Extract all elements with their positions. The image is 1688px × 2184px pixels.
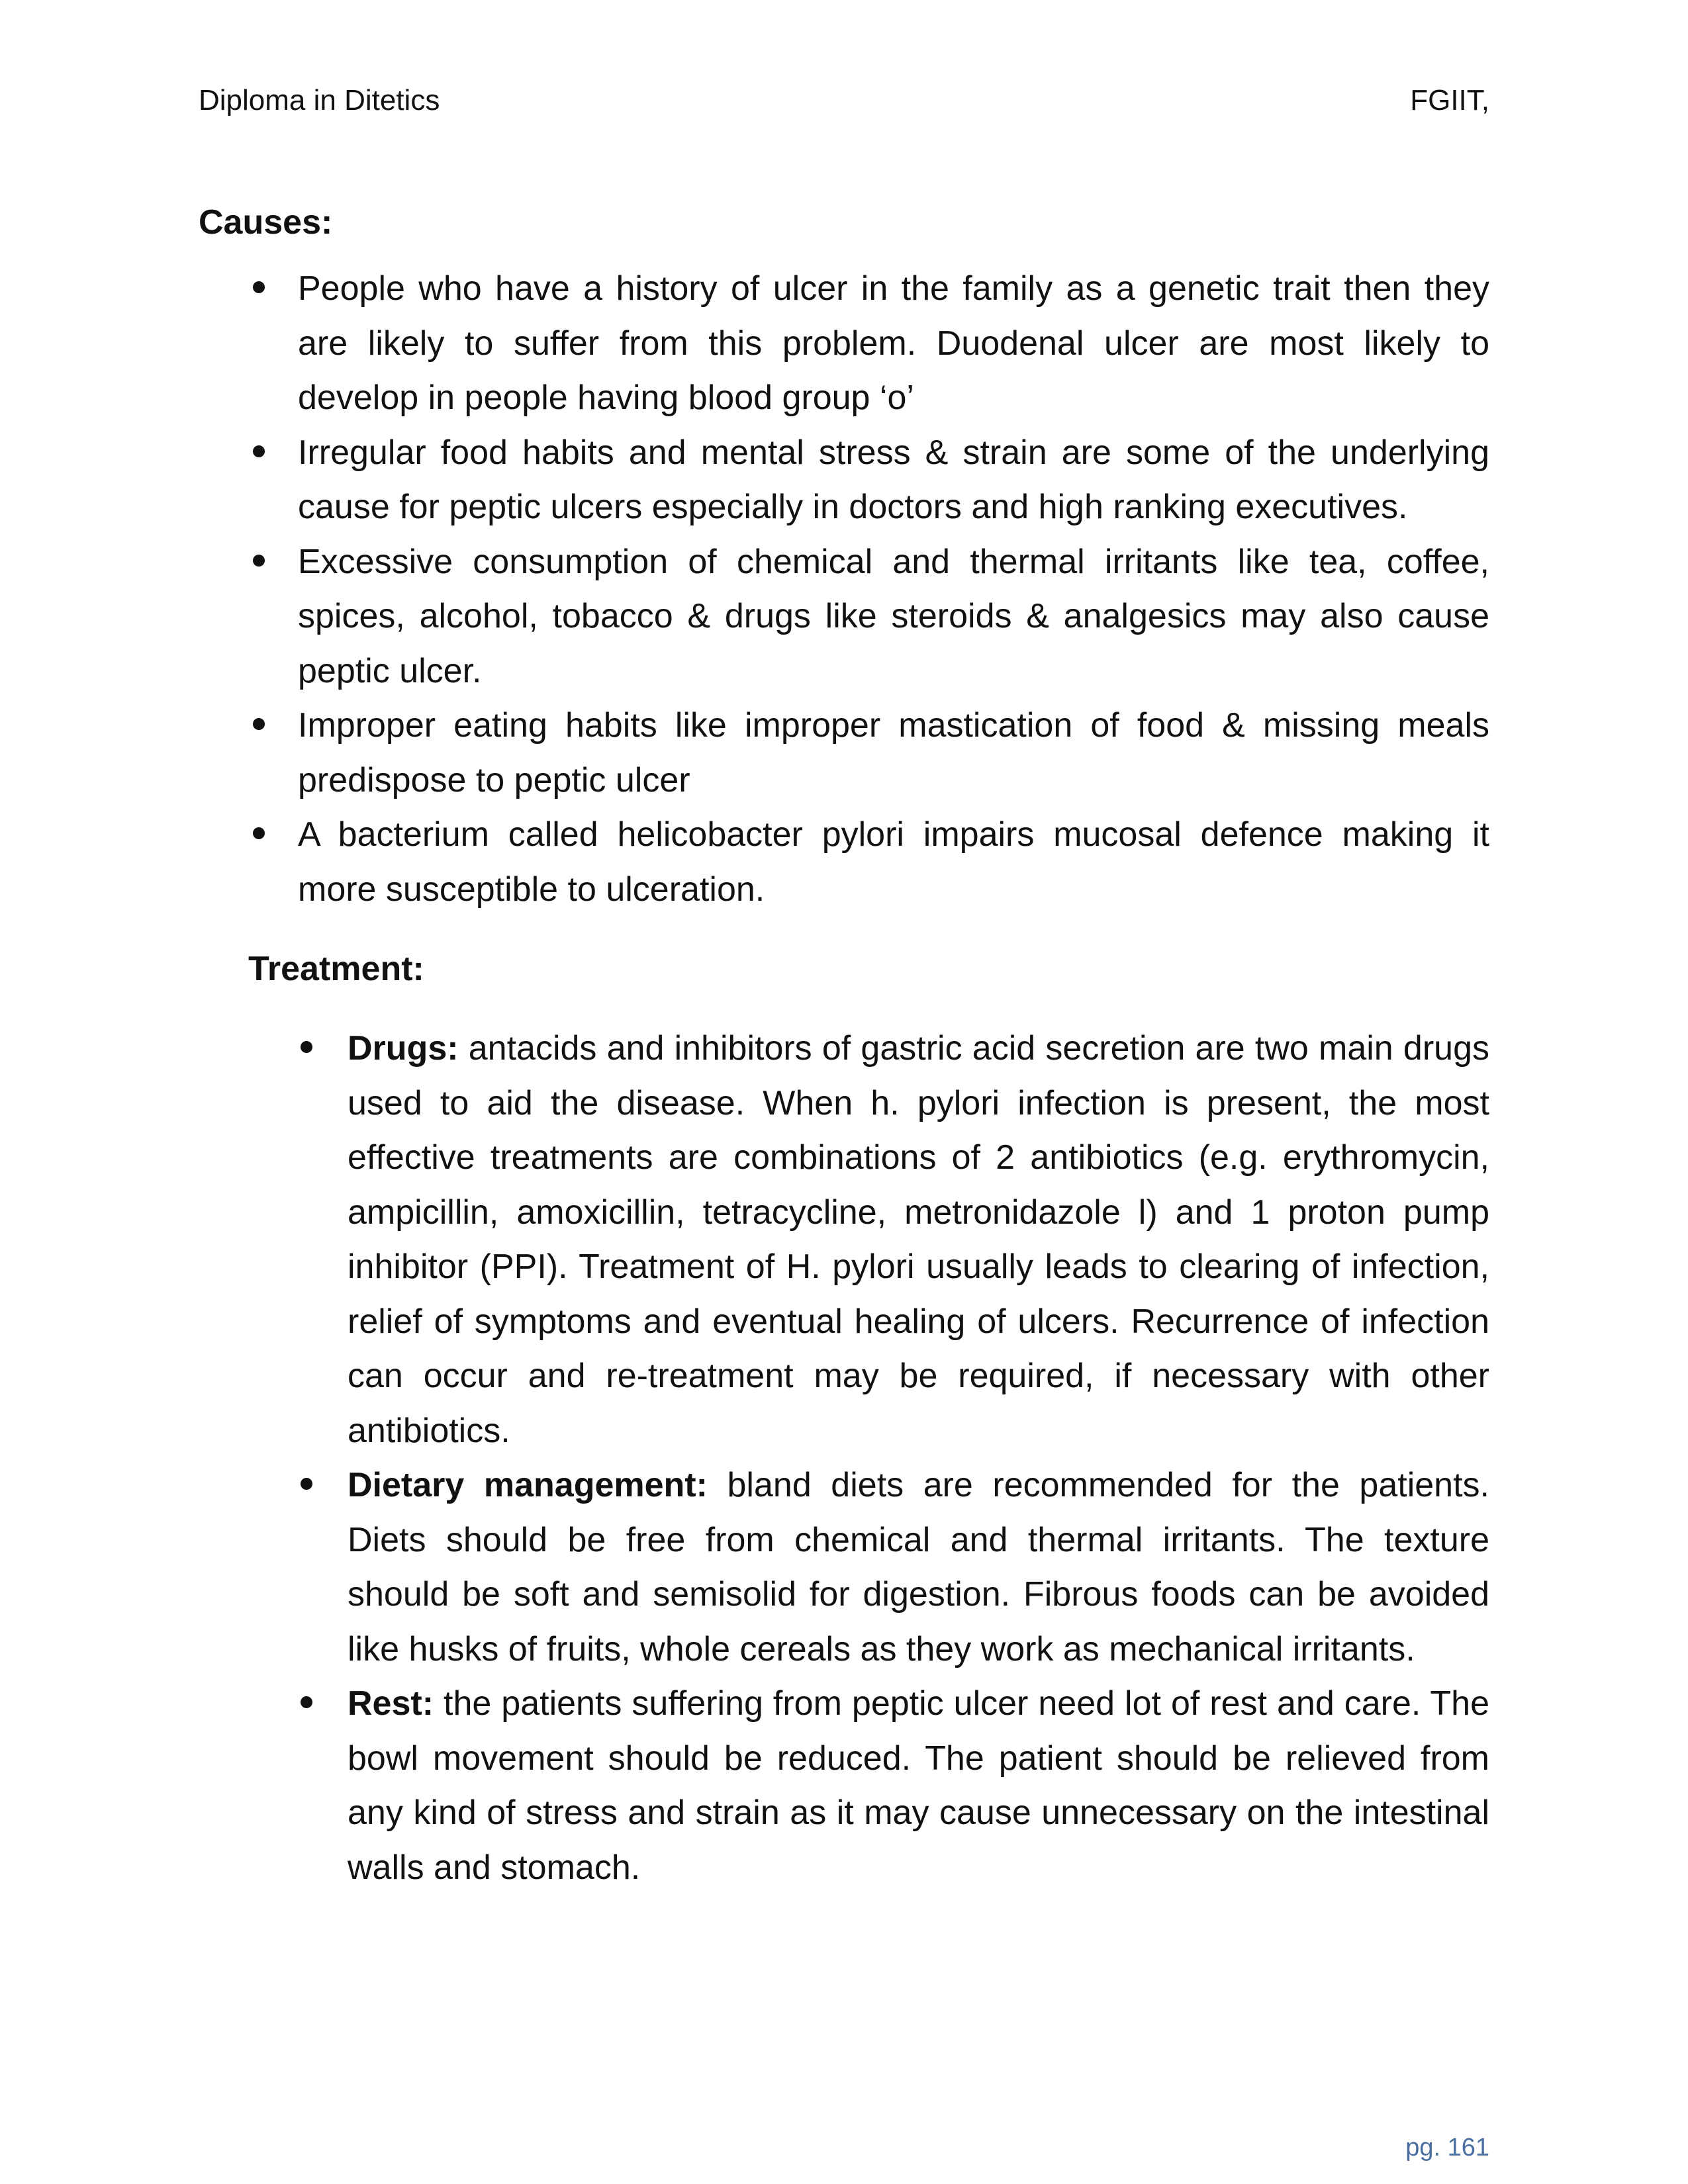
list-item xyxy=(199,698,1489,807)
list-item-label: Rest: xyxy=(348,1684,434,1723)
bullet-icon xyxy=(301,1041,312,1053)
page-content xyxy=(199,195,1489,1895)
bullet-icon xyxy=(301,1696,312,1708)
list-item-text: Improper eating habits like improper mastication of food & missing meals predispose to peptic ulcer xyxy=(298,706,1489,799)
treatment-list xyxy=(199,1021,1489,1895)
list-item xyxy=(199,261,1489,426)
causes-list xyxy=(199,261,1489,917)
page-header xyxy=(199,81,1489,120)
list-item-text: antacids and inhibitors of gastric acid secretion are two main drugs used to aid the disease. When h. pylori infection is present, the most effective treatments are combinations of 2 antibiotics (e.g. erythromycin, ampicillin, amoxicillin, tetracycline, metronidazole l) and 1 proton pump inhibitor (PPI). Treatment of H. pylori usually leads to clearing of infection, relief of symptoms and eventual healing of ulcers. Recurrence of infection can occur and re-treatment may be required, if necessary with other antibiotics. xyxy=(348,1029,1489,1450)
bullet-icon xyxy=(253,827,265,839)
list-item-text: People who have a history of ulcer in the family as a genetic trait then they are likely to suffer from this problem. Duodenal ulcer are most likely to develop in people having blood group ‘o’ xyxy=(298,269,1489,417)
list-item-text: Irregular food habits and mental stress & strain are some of the underlying cause for peptic ulcers especially in doctors and high ranking executives. xyxy=(298,433,1489,526)
list-item-text: Excessive consumption of chemical and thermal irritants like tea, coffee, spices, alcohol, tobacco & drugs like steroids & analgesics may also cause peptic ulcer. xyxy=(298,542,1489,690)
list-item-text: the patients suffering from peptic ulcer need lot of rest and care. The bowl movement should be reduced. The patient should be relieved from any kind of stress and strain as it may cause unnecessary on the intestinal walls and stomach. xyxy=(348,1684,1489,1887)
list-item xyxy=(199,807,1489,917)
bullet-icon xyxy=(253,281,265,293)
bullet-icon xyxy=(253,555,265,567)
list-item-label: Dietary management: xyxy=(348,1466,708,1504)
list-item xyxy=(199,1458,1489,1676)
list-item-text: bland diets are recommended for the patients. Diets should be free from chemical and thermal irritants. The texture should be soft and semisolid for digestion. Fibrous foods can be avoided like husks of fruits, whole cereals as they work as mechanical irritants. xyxy=(348,1466,1489,1668)
document-title: Diploma in Ditetics xyxy=(199,84,440,116)
bullet-icon xyxy=(253,445,265,457)
list-item xyxy=(199,535,1489,699)
list-item xyxy=(199,426,1489,535)
list-item xyxy=(199,1676,1489,1895)
causes-heading: Causes: xyxy=(199,203,333,242)
page-number: pg. 161 xyxy=(1405,2134,1489,2161)
treatment-heading: Treatment: xyxy=(248,950,424,988)
list-item-label: Drugs: xyxy=(348,1029,459,1068)
bullet-icon xyxy=(301,1478,312,1490)
list-item xyxy=(199,1021,1489,1458)
list-item-text: A bacterium called helicobacter pylori impairs mucosal defence making it more susceptible to ulceration. xyxy=(298,815,1489,909)
institute-name: FGIIT, xyxy=(1410,84,1489,116)
bullet-icon xyxy=(253,718,265,730)
